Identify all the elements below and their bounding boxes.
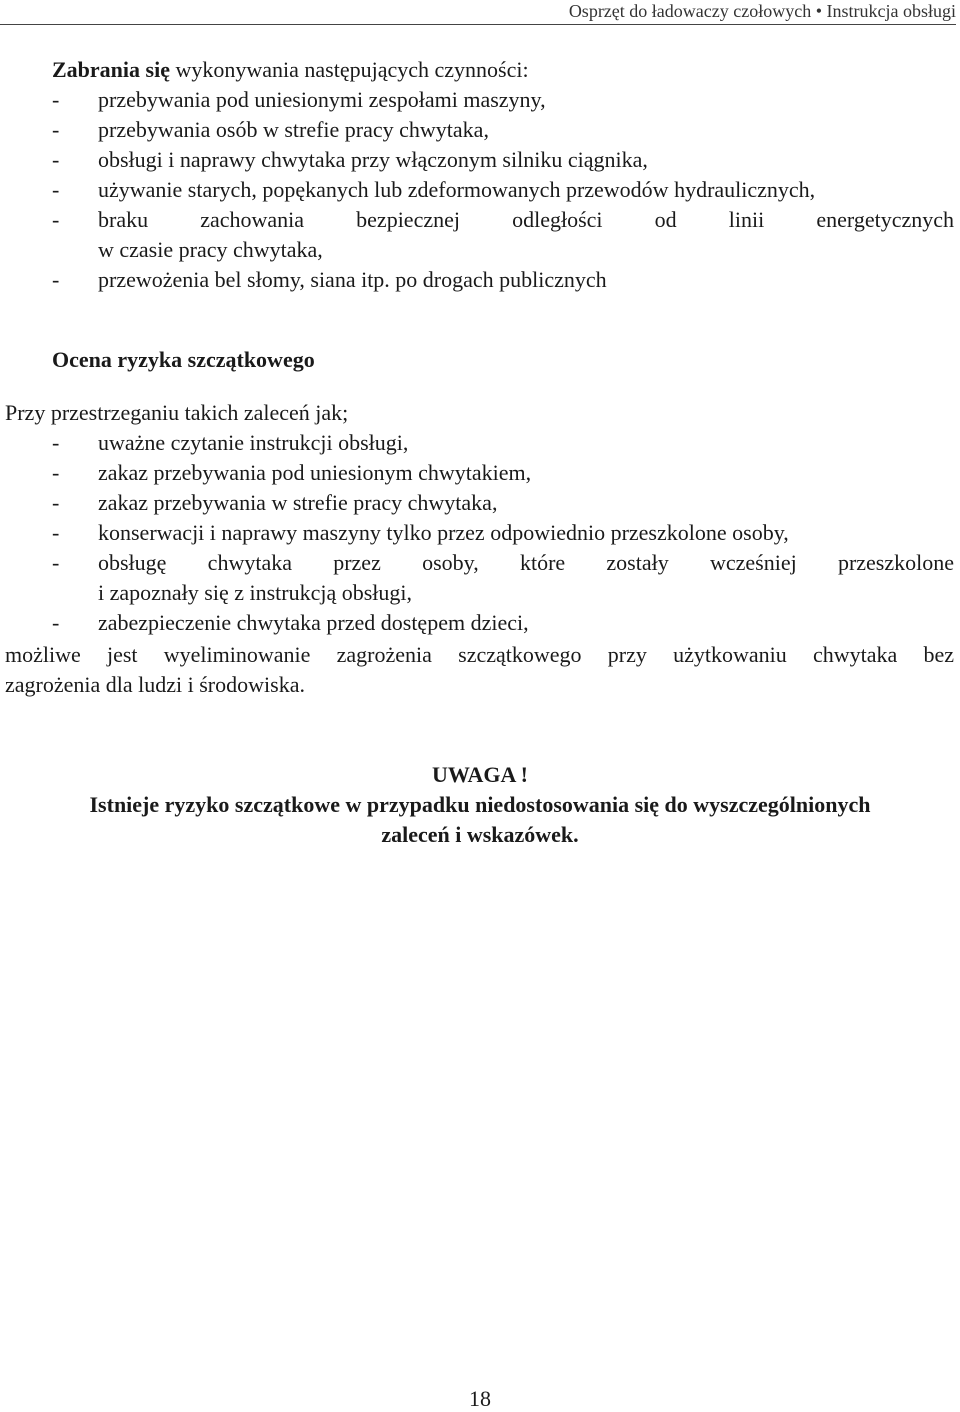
dash: - (52, 87, 60, 112)
dash: - (52, 610, 60, 635)
risk-item-continuation: i zapoznały się z instrukcją obsługi, (98, 580, 413, 605)
warning-line1: Istnieje ryzyko szczątkowe w przypadku niedostosowania się do wyszczególnionych (89, 792, 871, 817)
dash: - (52, 207, 60, 232)
warning-title: UWAGA ! (432, 762, 528, 787)
prohibited-item-continuation: w czasie pracy chwytaka, (98, 237, 323, 262)
prohibited-item: braku zachowania bezpiecznej odległości od linii energetycznych (98, 207, 954, 232)
risk-conclusion-line2: zagrożenia dla ludzi i środowiska. (5, 672, 305, 697)
dash: - (52, 430, 60, 455)
risk-item: zakaz przebywania pod uniesionym chwytakiem, (98, 460, 532, 485)
risk-conclusion-line1: możliwe jest wyeliminowanie zagrożenia szczątkowego przy użytkowaniu chwytaka bez (5, 642, 954, 667)
warning-line2: zaleceń i wskazówek. (381, 822, 579, 847)
dash: - (52, 117, 60, 142)
risk-item: zakaz przebywania w strefie pracy chwytaka, (98, 490, 498, 515)
risk-item: zabezpieczenie chwytaka przed dostępem dzieci, (98, 610, 529, 635)
dash: - (52, 490, 60, 515)
prohibited-item: przebywania pod uniesionymi zespołami maszyny, (98, 87, 546, 112)
prohibited-intro (52, 55, 529, 85)
prohibited-item: obsługi i naprawy chwytaka przy włączonym silniku ciągnika, (98, 147, 648, 172)
prohibited-item: używanie starych, popękanych lub zdeformowanych przewodów hydraulicznych, (98, 177, 816, 202)
dash: - (52, 460, 60, 485)
risk-heading: Ocena ryzyka szczątkowego (52, 347, 315, 372)
dash: - (52, 267, 60, 292)
risk-intro: Przy przestrzeganiu takich zaleceń jak; (5, 400, 349, 425)
page-number: 18 (469, 1386, 491, 1411)
page-header: Osprzęt do ładowaczy czołowych • Instrukcja obsługi (0, 0, 956, 25)
prohibited-item: przebywania osób w strefie pracy chwytaka, (98, 117, 489, 142)
risk-item: obsługę chwytaka przez osoby, które zostały wcześniej przeszkolone (98, 550, 954, 575)
risk-item: konserwacji i naprawy maszyny tylko przez odpowiednio przeszkolone osoby, (98, 520, 789, 545)
dash: - (52, 147, 60, 172)
risk-item: uważne czytanie instrukcji obsługi, (98, 430, 409, 455)
prohibited-item: przewożenia bel słomy, siana itp. po drogach publicznych (98, 267, 607, 292)
dash: - (52, 520, 60, 545)
prohibited-intro-rest: wykonywania następujących czynności: (169, 57, 529, 82)
dash: - (52, 177, 60, 202)
prohibited-intro-bold: Zabrania się (52, 57, 170, 82)
dash: - (52, 550, 60, 575)
